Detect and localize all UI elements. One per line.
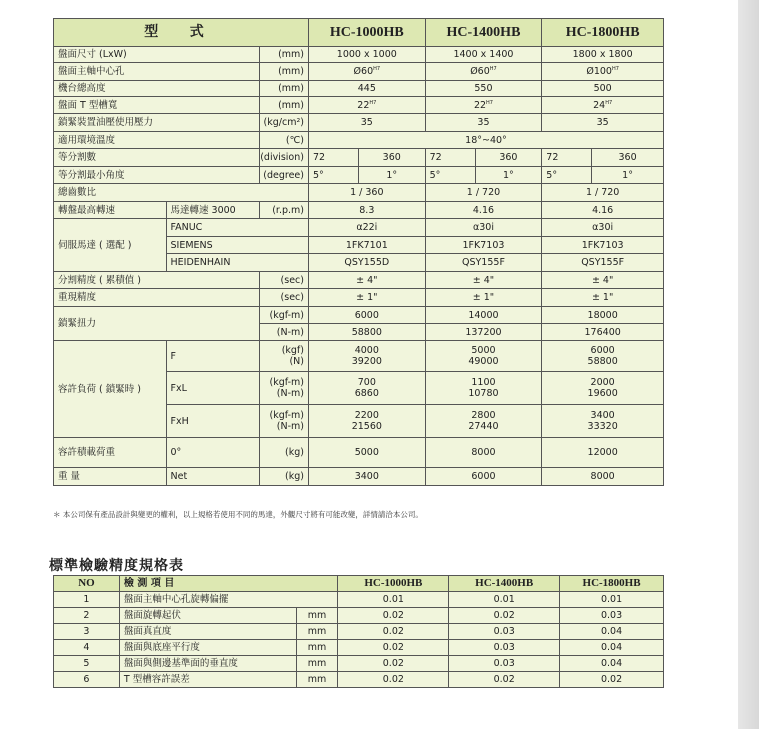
- row-no: 5: [54, 656, 120, 672]
- spec-header-row: [54, 19, 664, 47]
- cell-value: 0.02: [338, 640, 449, 656]
- cell-value: 5°: [308, 167, 358, 184]
- row-item: 盤面真直度: [119, 624, 296, 640]
- cell-value: 3400: [308, 468, 425, 486]
- cell-value: 3400 33320: [542, 405, 664, 438]
- cell-value: 72: [425, 149, 475, 167]
- table-row: [54, 672, 664, 688]
- cell-value: QSY155D: [308, 254, 425, 272]
- cell-value: ± 4": [425, 272, 542, 289]
- row-label: 伺服馬達 ( 選配 ): [54, 219, 167, 272]
- cell-value: 1FK7101: [308, 237, 425, 254]
- cell-value: 700 6860: [308, 372, 425, 405]
- row-item: 盤面與側邊基準面的垂直度: [119, 656, 296, 672]
- row-unit: mm: [296, 608, 338, 624]
- cell-value: 0.02: [560, 672, 664, 688]
- row-item: 盤面旋轉起伏: [119, 608, 296, 624]
- row-label: 盤面 T 型槽寬: [54, 97, 260, 114]
- row-unit: (mm): [260, 63, 309, 81]
- cell-value: 550: [425, 81, 542, 97]
- row-item: T 型槽容許誤差: [119, 672, 296, 688]
- row-no: 3: [54, 624, 120, 640]
- cell-value: 176400: [542, 324, 664, 341]
- cell-value: 35: [542, 114, 664, 132]
- item-header: 檢 測 項 目: [119, 576, 338, 592]
- cell-value: 18000: [542, 307, 664, 324]
- row-sublabel: FxL: [166, 372, 260, 405]
- cell-value: 137200: [425, 324, 542, 341]
- cell-value: 0.02: [449, 672, 560, 688]
- table-row: [54, 656, 664, 672]
- spec-row: [54, 149, 664, 167]
- row-label: 鎖緊扭力: [54, 307, 260, 341]
- cell-value: $22^{H7}$: [308, 97, 425, 114]
- model-header: HC-1400HB: [449, 576, 560, 592]
- cell-value: 5°: [425, 167, 475, 184]
- cell-value: 1FK7103: [425, 237, 542, 254]
- row-no: 4: [54, 640, 120, 656]
- row-label: 等分割數: [54, 149, 260, 167]
- row-sublabel: SIEMENS: [166, 237, 308, 254]
- table-row: [54, 624, 664, 640]
- row-unit: (sec): [260, 289, 309, 307]
- row-unit: mm: [296, 640, 338, 656]
- cell-value: 360: [475, 149, 542, 167]
- row-unit: (kgf) (N): [260, 341, 309, 372]
- cell-value: 0.04: [560, 624, 664, 640]
- cell-value: 1 / 360: [308, 184, 425, 202]
- model-header: HC-1400HB: [425, 19, 542, 47]
- cell-value: 72: [542, 149, 592, 167]
- row-label: 盤面尺寸 (LxW): [54, 47, 260, 63]
- spec-row: [54, 468, 664, 486]
- row-unit: (kg): [260, 468, 309, 486]
- cell-value: 5000: [308, 438, 425, 468]
- spec-row: [54, 438, 664, 468]
- spec-row: [54, 184, 664, 202]
- cell-value: 445: [308, 81, 425, 97]
- row-unit: (kgf-m): [260, 307, 309, 324]
- row-unit: (mm): [260, 97, 309, 114]
- model-header: HC-1800HB: [560, 576, 664, 592]
- cell-value: 0.02: [338, 672, 449, 688]
- accuracy-table-title: 標準檢驗精度規格表: [49, 558, 184, 574]
- row-no: 1: [54, 592, 120, 608]
- cell-value: 2200 21560: [308, 405, 425, 438]
- cell-value: α30i: [542, 219, 664, 237]
- row-no: 6: [54, 672, 120, 688]
- cell-value: 4000 39200: [308, 341, 425, 372]
- row-unit: mm: [296, 672, 338, 688]
- cell-value: 58800: [308, 324, 425, 341]
- cell-value: 0.03: [560, 608, 664, 624]
- row-unit: (kg/cm²): [260, 114, 309, 132]
- row-sublabel: FANUC: [166, 219, 308, 237]
- cell-value: 1100 10780: [425, 372, 542, 405]
- cell-value: 360: [592, 149, 664, 167]
- cell-value: 0.02: [338, 608, 449, 624]
- spec-row: [54, 167, 664, 184]
- cell-value: 12000: [542, 438, 664, 468]
- row-item: 盤面主軸中心孔旋轉偏擺: [119, 592, 338, 608]
- cell-value: ± 1": [542, 289, 664, 307]
- spec-row: [54, 272, 664, 289]
- cell-value: 14000: [425, 307, 542, 324]
- cell-value: α22i: [308, 219, 425, 237]
- cell-value: 1°: [475, 167, 542, 184]
- row-label: 容許負荷 ( 鎖緊時 ): [54, 341, 167, 438]
- row-unit: mm: [296, 624, 338, 640]
- row-unit: (sec): [260, 272, 309, 289]
- cell-value: $Ø100^{H7}$: [542, 63, 664, 81]
- cell-value: 0.03: [449, 640, 560, 656]
- cell-value: 500: [542, 81, 664, 97]
- cell-value: 8000: [542, 468, 664, 486]
- row-label: 適用環境溫度: [54, 132, 260, 149]
- cell-value: 0.02: [338, 656, 449, 672]
- cell-value: 72: [308, 149, 358, 167]
- cell-value: $Ø60^{H7}$: [308, 63, 425, 81]
- spec-row: [54, 97, 664, 114]
- row-label: 轉盤最高轉速: [54, 202, 167, 219]
- cell-value: 0.01: [449, 592, 560, 608]
- cell-value: 6000 58800: [542, 341, 664, 372]
- cell-value: 4.16: [425, 202, 542, 219]
- cell-value: $22^{H7}$: [425, 97, 542, 114]
- accuracy-table: [53, 575, 664, 688]
- row-label: 重 量: [54, 468, 167, 486]
- cell-value: QSY155F: [425, 254, 542, 272]
- row-sublabel: 0°: [166, 438, 260, 468]
- cell-value: 8.3: [308, 202, 425, 219]
- row-label: 總齒數比: [54, 184, 309, 202]
- spec-row: [54, 132, 664, 149]
- cell-value: 8000: [425, 438, 542, 468]
- row-label: 盤面主軸中心孔: [54, 63, 260, 81]
- cell-value: 1800 x 1800: [542, 47, 664, 63]
- row-sublabel: 馬達轉速 3000: [166, 202, 260, 219]
- cell-value: 5°: [542, 167, 592, 184]
- spec-row: [54, 63, 664, 81]
- spec-row: [54, 114, 664, 132]
- row-unit: (N-m): [260, 324, 309, 341]
- cell-value: 1°: [358, 167, 425, 184]
- cell-value: 0.04: [560, 640, 664, 656]
- cell-value: ± 4": [542, 272, 664, 289]
- spec-row: [54, 289, 664, 307]
- table-row: [54, 640, 664, 656]
- row-no: 2: [54, 608, 120, 624]
- cell-value: 6000: [308, 307, 425, 324]
- spec-row: [54, 47, 664, 63]
- cell-value: 360: [358, 149, 425, 167]
- cell-value: 5000 49000: [425, 341, 542, 372]
- spec-row: [54, 341, 664, 372]
- right-margin-bar: [738, 0, 759, 729]
- no-header: NO: [54, 576, 120, 592]
- table-row: [54, 592, 664, 608]
- cell-value: $Ø60^{H7}$: [425, 63, 542, 81]
- row-unit: (mm): [260, 81, 309, 97]
- cell-value: 35: [308, 114, 425, 132]
- cell-value: ± 1": [308, 289, 425, 307]
- row-label: 重現精度: [54, 289, 260, 307]
- cell-value: 0.02: [449, 608, 560, 624]
- cell-value: α30i: [425, 219, 542, 237]
- cell-value: 1FK7103: [542, 237, 664, 254]
- row-label: 容許積載荷重: [54, 438, 167, 468]
- row-sublabel: F: [166, 341, 260, 372]
- cell-value: 1°: [592, 167, 664, 184]
- cell-value: 1 / 720: [425, 184, 542, 202]
- spec-row: [54, 202, 664, 219]
- row-sublabel: FxH: [166, 405, 260, 438]
- cell-value: 35: [425, 114, 542, 132]
- row-sublabel: HEIDENHAIN: [166, 254, 308, 272]
- cell-value: 2800 27440: [425, 405, 542, 438]
- cell-value: 0.02: [338, 624, 449, 640]
- cell-value: 1000 x 1000: [308, 47, 425, 63]
- cell-value: QSY155F: [542, 254, 664, 272]
- row-label: 鎖緊裝置油壓使用壓力: [54, 114, 260, 132]
- footnote: ＊ 本公司保有產品設計與變更的權利，以上規格若使用不同的馬達，外觀尺寸將有可能改變，詳情請洽本公司。: [53, 510, 423, 519]
- cell-value: 4.16: [542, 202, 664, 219]
- table-row: [54, 608, 664, 624]
- row-label: 機台總高度: [54, 81, 260, 97]
- cell-value: 0.04: [560, 656, 664, 672]
- cell-value: ± 1": [425, 289, 542, 307]
- spec-title: 型 式: [54, 19, 309, 47]
- row-label: 分割精度 ( 累積值 ): [54, 272, 260, 289]
- model-header: HC-1800HB: [542, 19, 664, 47]
- row-unit: (mm): [260, 47, 309, 63]
- row-unit: (division): [260, 149, 309, 167]
- row-unit: (r.p.m): [260, 202, 309, 219]
- cell-value: 1 / 720: [542, 184, 664, 202]
- row-item: 盤面與底座平行度: [119, 640, 296, 656]
- row-sublabel: Net: [166, 468, 260, 486]
- cell-value: $24^{H7}$: [542, 97, 664, 114]
- row-unit: (kg): [260, 438, 309, 468]
- row-unit: mm: [296, 656, 338, 672]
- cell-value: 6000: [425, 468, 542, 486]
- row-label: 等分割最小角度: [54, 167, 260, 184]
- spec-table: [53, 18, 664, 486]
- spec-row: [54, 219, 664, 237]
- row-unit: (kgf-m) (N-m): [260, 372, 309, 405]
- cell-value: ± 4": [308, 272, 425, 289]
- row-unit: (degree): [260, 167, 309, 184]
- row-unit: (kgf-m) (N-m): [260, 405, 309, 438]
- model-header: HC-1000HB: [308, 19, 425, 47]
- cell-value: 2000 19600: [542, 372, 664, 405]
- spec-row: [54, 81, 664, 97]
- accuracy-header-row: [54, 576, 664, 592]
- row-unit: (℃): [260, 132, 309, 149]
- cell-value: 0.03: [449, 624, 560, 640]
- model-header: HC-1000HB: [338, 576, 449, 592]
- cell-value: 18°~40°: [308, 132, 663, 149]
- cell-value: 0.01: [338, 592, 449, 608]
- cell-value: 0.01: [560, 592, 664, 608]
- spec-row: [54, 307, 664, 324]
- cell-value: 0.03: [449, 656, 560, 672]
- cell-value: 1400 x 1400: [425, 47, 542, 63]
